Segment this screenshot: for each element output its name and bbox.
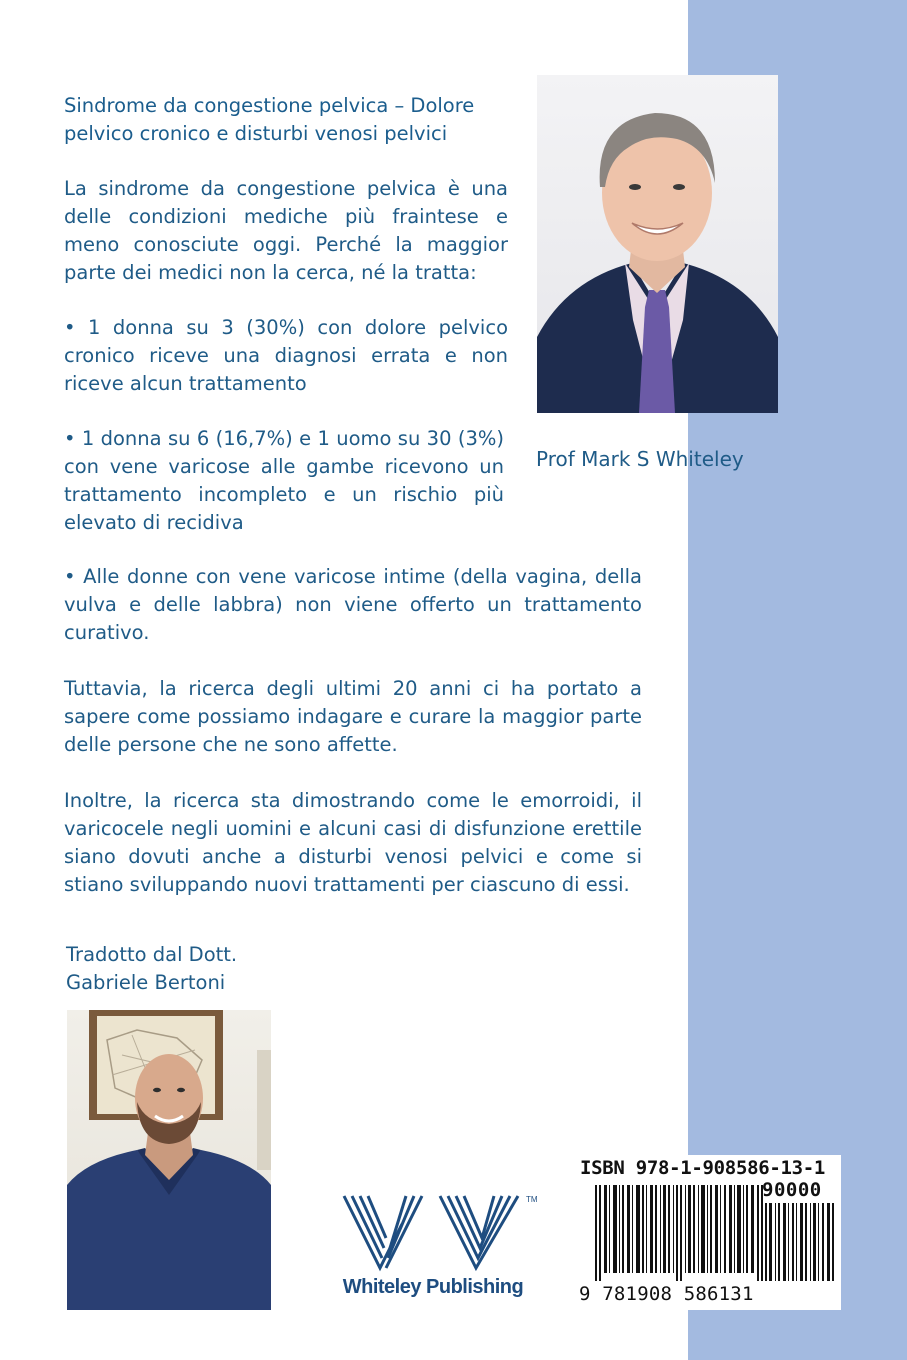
publisher-logo	[340, 1190, 540, 1310]
bullet-item: • Alle donne con vene varicose intime (della vagina, della vulva e delle labbra) non viene offerto un trattamento curativo.	[64, 565, 642, 644]
isbn-label: ISBN 978-1-908586-13-1	[580, 1157, 826, 1179]
research-paragraph: Tuttavia, la ricerca degli ultimi 20 anni ci ha portato a sapere come possiamo indagare e curare la maggior parte delle persone che ne sono affette.	[64, 677, 642, 756]
ean-digits: 9 781908 586131	[579, 1283, 754, 1305]
author-photo	[537, 75, 778, 413]
publisher-name: Whiteley Publishing	[342, 1276, 524, 1298]
translator-line: Tradotto dal Dott.	[66, 943, 238, 966]
intro-paragraph: La sindrome da congestione pelvica è una delle condizioni mediche più fraintese e meno conosciute oggi. Perché la maggior parte dei medici non la cerca, né la tratta:	[64, 177, 508, 284]
translator-credit	[66, 941, 316, 997]
isbn-barcode	[577, 1155, 841, 1310]
ean-barcode-bars	[595, 1185, 763, 1281]
bullet-item: • 1 donna su 3 (30%) con dolore pelvico cronico riceve una diagnosi errata e non riceve alcun trattamento	[64, 316, 508, 395]
more-research-paragraph: Inoltre, la ricerca sta dimostrando come le emorroidi, il varicocele negli uomini e alcuni casi di disfunzione erettile siano dovuti anche a disturbi venosi pelvici e come si stiano sviluppando nuovi trattamenti per ciascuno di essi.	[64, 789, 642, 896]
bullet-item: • 1 donna su 6 (16,7%) e 1 uomo su 30 (3%) con vene varicose alle gambe ricevono un trattamento incompleto e un rischio più elevato di recidiva	[64, 427, 504, 534]
author-name: Prof Mark S Whiteley	[536, 447, 744, 471]
publisher-logo-icon	[340, 1190, 540, 1276]
book-title: Sindrome da congestione pelvica – Dolore pelvico cronico e disturbi venosi pelvici	[64, 94, 475, 145]
addon-barcode-bars	[765, 1203, 835, 1281]
translator-name: Gabriele Bertoni	[66, 971, 226, 994]
trademark-mark: TM	[526, 1195, 538, 1204]
price-code: 90000	[762, 1179, 822, 1201]
translator-photo	[67, 1010, 271, 1310]
